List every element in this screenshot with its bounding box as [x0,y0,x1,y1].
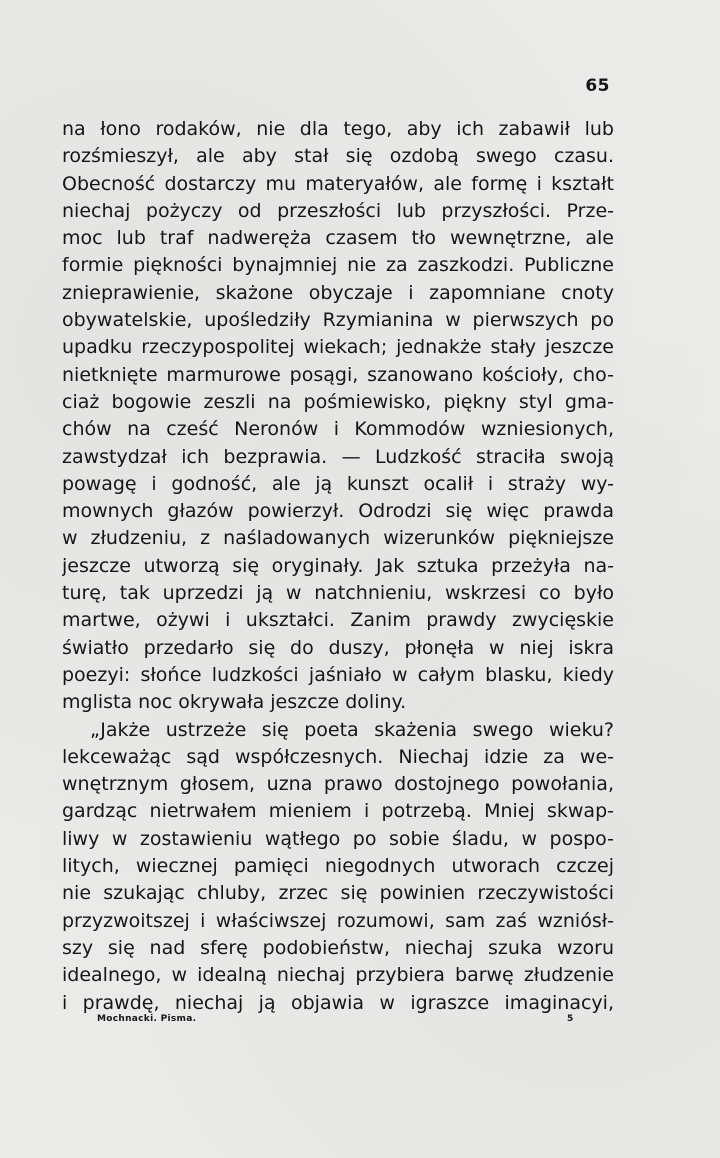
text-line: idealnego, w idealną niechaj przybiera barwę złudzenie [62,964,614,987]
page-number: 65 [585,76,610,96]
paragraph-end-line: mglista noc okrywała jeszcze doliny. [62,691,407,714]
text-line: formie piękności bynajmniej nie za zaszkodzi. Publiczne [62,254,614,277]
text-line: turę, tak uprzedzi ją w natchnieniu, wskrzesi co było [62,582,614,605]
text-line: mownych głazów powierzył. Odrodzi się więc prawda [62,500,614,523]
text-line: szy się nad sferę podobieństw, niechaj szuka wzoru [62,936,614,959]
text-line: gardząc nietrwałem mieniem i potrzebą. Mniej skwap- [62,800,614,823]
paragraph-start-line: „Jakże ustrzeże się poeta skażenia swego wieku? [90,718,614,741]
text-line: niechaj pożyczy od przeszłości lub przyszłości. Prze- [62,199,614,222]
text-line: i prawdę, niechaj ją objawia w igraszce imaginacyi, [62,991,614,1014]
text-line: ciaż bogowie zeszli na pośmiewisko, piękny styl gma- [62,390,614,413]
text-line: zawstydzał ich bezprawia. — Ludzkość straciła swoją [62,445,614,468]
footer-source: Mochnacki. Pisma. [97,1014,197,1024]
text-line: przyzwoitszej i właściwszej rozumowi, sam zaś wzniósł- [62,909,614,932]
text-line: światło przedarło się do duszy, płonęła w niej iskra [62,636,614,659]
text-line: lekceważąc sąd współczesnych. Niechaj idzie za we- [62,745,614,768]
text-line: jeszcze utworzą się oryginały. Jak sztuka przeżyła na- [62,554,614,577]
text-line: martwe, ożywi i ukształci. Zanim prawdy zwycięskie [62,609,614,632]
text-line: znieprawienie, skażone obyczaje i zapomniane cnoty [62,281,614,304]
text-line: poezyi: słońce ludzkości jaśniało w całym blasku, kiedy [62,663,614,686]
text-line: nietknięte marmurowe posągi, szanowano kościoły, cho- [62,363,614,386]
text-line: wnętrznym głosem, uzna prawo dostojnego powołania, [62,773,614,796]
text-line: obywatelskie, upośledziły Rzymianina w pierwszych po [62,309,614,332]
text-line: litych, wiecznej pamięci niegodnych utworach czczej [62,855,614,878]
text-line: na łono rodaków, nie dla tego, aby ich zabawił lub [62,118,614,140]
signature-mark: 5 [567,1014,574,1024]
text-line: Obecność dostarczy mu materyałów, ale formę i kształt [62,172,614,195]
text-line: rozśmieszył, ale aby stał się ozdobą swego czasu. [62,145,614,168]
page-footer [97,1014,577,1024]
text-line: powagę i godność, ale ją kunszt ocalił i straży wy- [62,472,614,495]
text-line: chów na cześć Neronów i Kommodów wzniesionych, [62,418,614,441]
body-text [62,116,614,1017]
text-line: upadku rzeczypospolitej wiekach; jednakże stały jeszcze [62,336,614,359]
text-line: nie szukając chluby, zrzec się powinien rzeczywistości [62,882,614,905]
text-line: liwy w zostawieniu wątłego po sobie śladu, w pospo- [62,827,614,850]
text-line: moc lub traf nadweręża czasem tło wewnętrzne, ale [62,227,614,250]
text-line: w złudzeniu, z naśladowanych wizerunków piękniejsze [62,527,614,550]
